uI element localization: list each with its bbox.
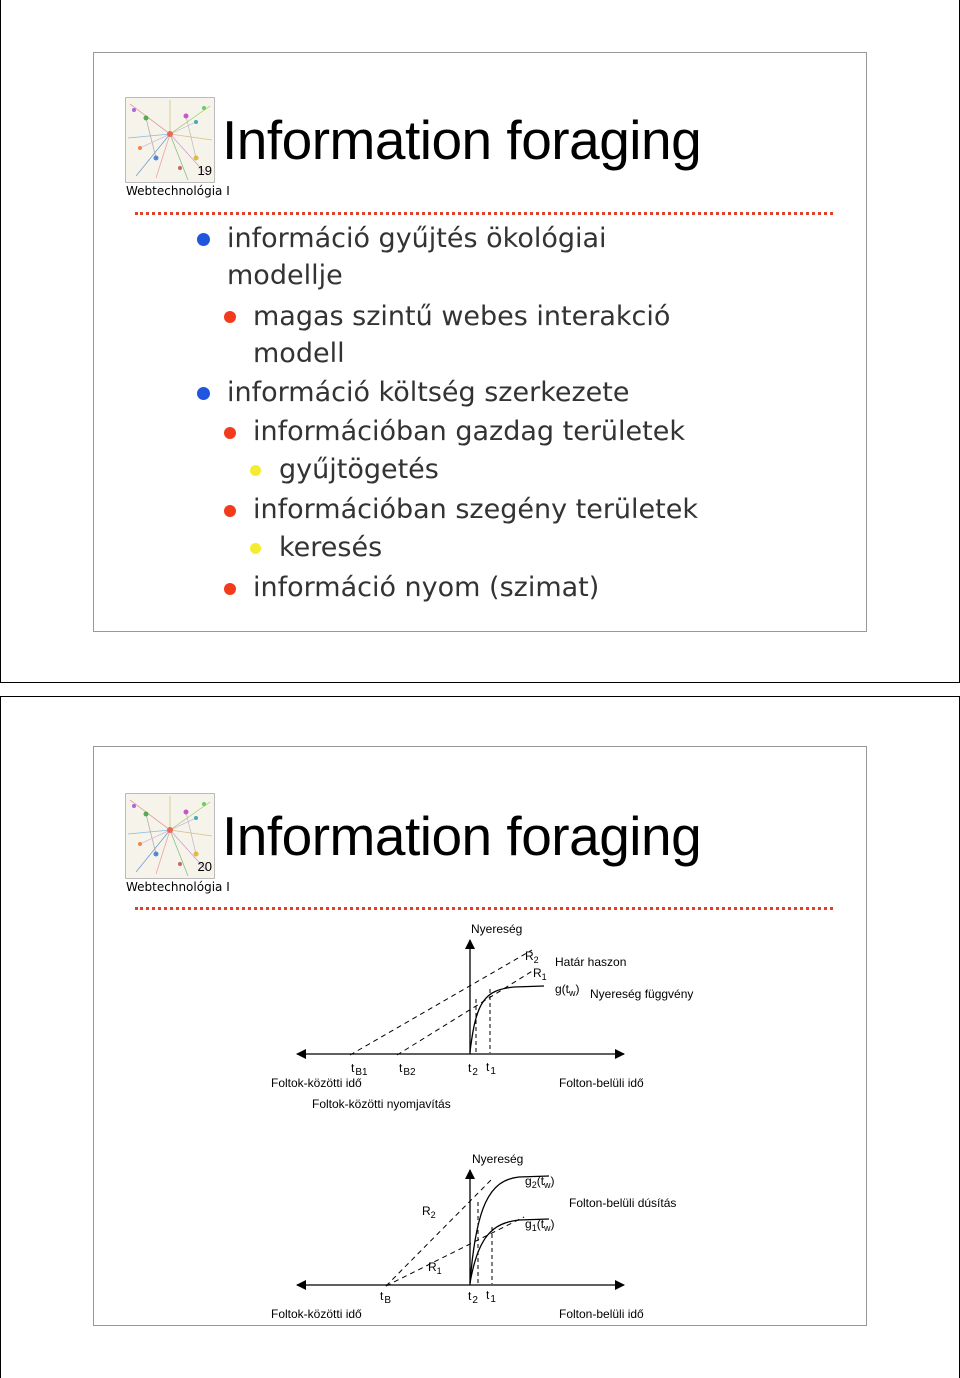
slide-19	[93, 52, 867, 632]
gain-function-diagram	[94, 747, 866, 1325]
t1-label-2: $t_1$	[486, 1288, 496, 1305]
t1-label: $t_1$	[486, 1060, 496, 1077]
bullet-text: információban gazdag területek	[253, 416, 685, 447]
tangent-r1	[397, 970, 534, 1055]
level1-bullet-icon	[197, 387, 210, 400]
x-left-label-3: Foltok-közötti idő	[271, 1307, 362, 1321]
level2-bullet-icon	[224, 311, 236, 323]
r2-label-2: $R_2$	[422, 1204, 436, 1220]
slide-number: 20	[197, 859, 212, 874]
bullet-text: információban szegény területek	[253, 494, 698, 525]
r1-label: $R_1$	[533, 966, 547, 982]
y-axis-label: Nyereség	[471, 922, 523, 936]
bullet-text: gyűjtögetés	[279, 454, 439, 485]
bullet-text	[253, 298, 670, 373]
course-label: Webtechnológia I	[126, 184, 230, 198]
network-thumbnail-image	[125, 97, 215, 183]
slide-number: 19	[197, 163, 212, 178]
tb-label: $t_B$	[380, 1289, 392, 1306]
level2-bullet-icon	[224, 583, 236, 595]
x-left-label-2: Foltok-közötti nyomjavítás	[312, 1097, 451, 1111]
slide-title: Information foraging	[222, 805, 702, 867]
bullet-text: keresés	[279, 532, 383, 563]
level2-bullet-icon	[224, 427, 236, 439]
bullet-line: modellje	[227, 260, 343, 292]
y-axis-label-2: Nyereség	[472, 1152, 524, 1166]
g1-label: $g_1(t_w)$	[525, 1217, 555, 1233]
tb1-label: $t_{B1}$	[351, 1061, 368, 1078]
x-right-label: Folton-belüli idő	[559, 1076, 644, 1090]
slide-title: Information foraging	[222, 109, 702, 171]
level1-bullet-icon	[197, 233, 210, 246]
level3-bullet-icon	[250, 543, 261, 554]
slide-20	[93, 746, 867, 1326]
enrich-label: Folton-belüli dúsítás	[569, 1196, 677, 1210]
level2-bullet-icon	[224, 505, 236, 517]
g-label: $g(t_w)$	[555, 982, 580, 998]
tb2-label: $t_{B2}$	[399, 1061, 416, 1078]
g2-label: $g_2(t_w)$	[525, 1174, 555, 1190]
bullet-line: modell	[253, 338, 345, 370]
bullet-text: információ nyom (szimat)	[253, 572, 600, 603]
gain-function-label: Nyereség függvény	[590, 987, 694, 1001]
t2-label: $t_2$	[468, 1061, 478, 1078]
bullet-text: információ költség szerkezete	[227, 377, 630, 408]
x-right-label-2: Folton-belüli idő	[559, 1307, 644, 1321]
dotted-separator	[135, 212, 833, 215]
gain-curve	[470, 986, 544, 1052]
x-left-label: Foltok-közötti idő	[271, 1076, 362, 1090]
t2-label-2: $t_2$	[468, 1289, 478, 1306]
bullet-text	[227, 220, 607, 295]
bullet-line: magas szintű webes interakció	[253, 301, 671, 332]
r2-label: $R_2$	[525, 949, 539, 965]
course-label: Webtechnológia I	[126, 880, 230, 894]
marginal-label: Határ haszon	[555, 955, 627, 969]
r1-label-2: $R_1$	[428, 1260, 442, 1276]
tangent-r2	[350, 950, 532, 1055]
tangent-r1-2	[386, 1217, 524, 1286]
bullet-line: információ gyűjtés ökológiai	[227, 223, 607, 254]
level3-bullet-icon	[250, 465, 261, 476]
